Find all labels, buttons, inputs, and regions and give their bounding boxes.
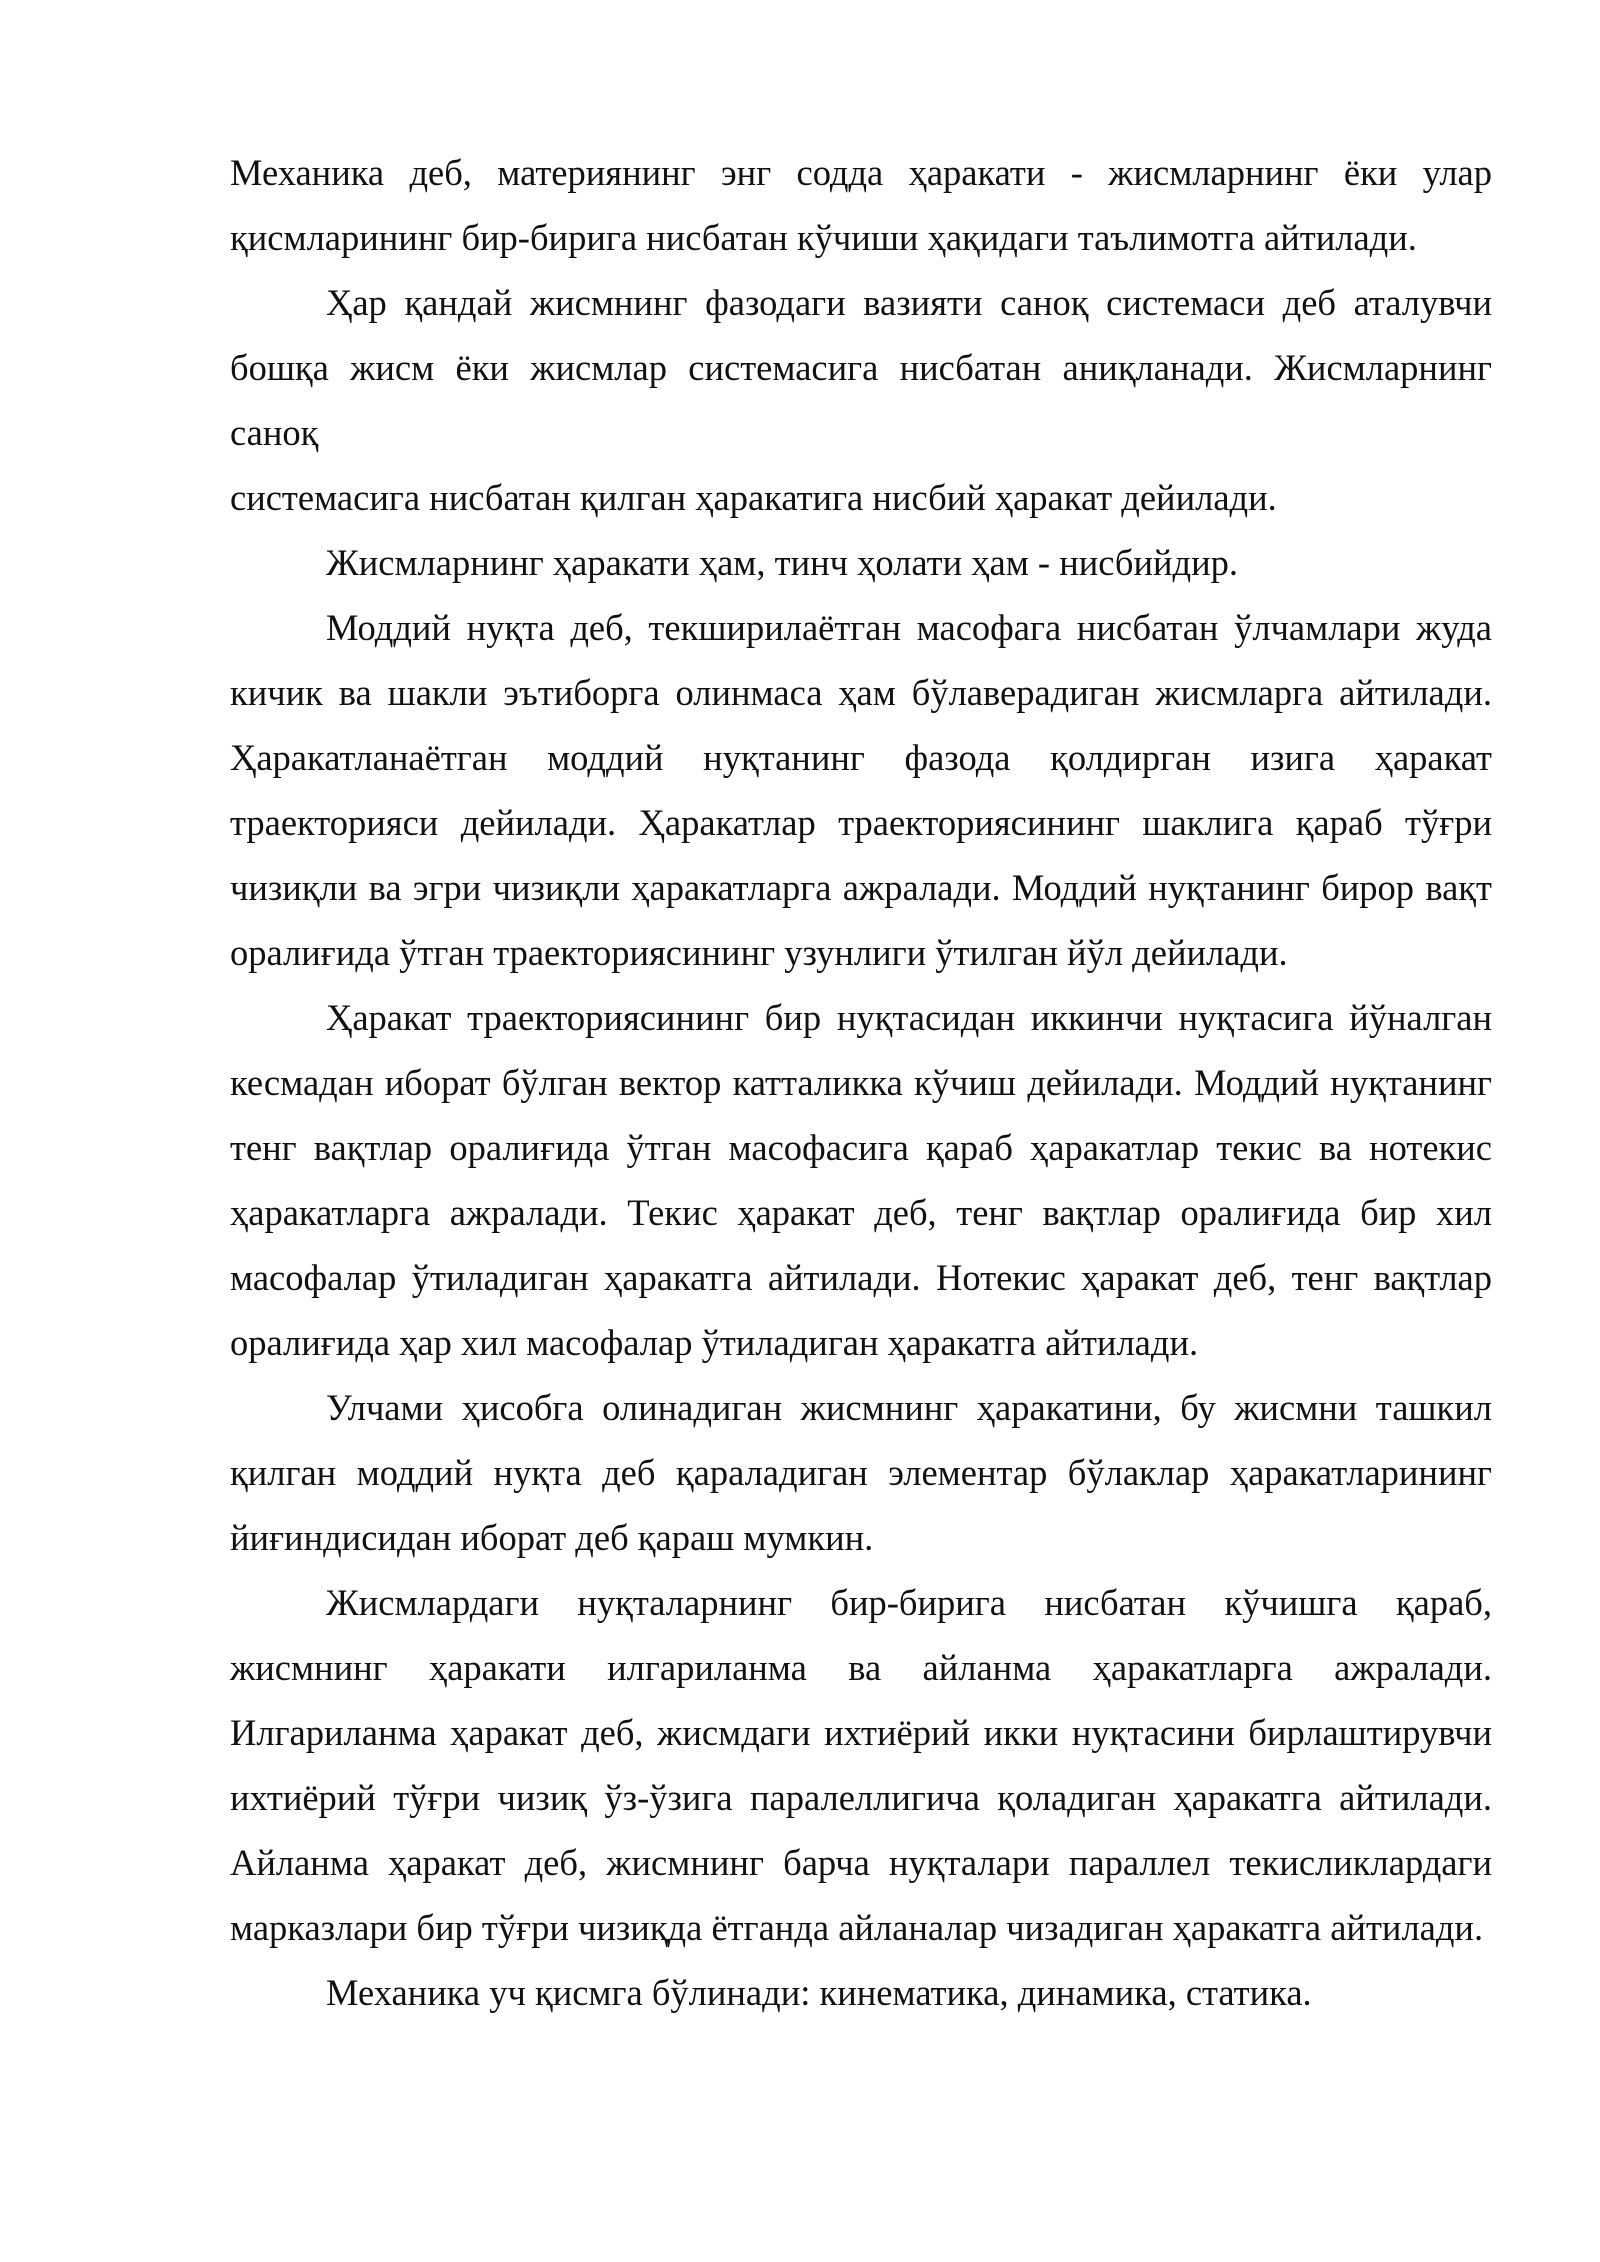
- paragraph-relativity: Жисмларнинг ҳаракати ҳам, тинч ҳолати ҳам - нисбийдир.: [326, 542, 1239, 583]
- document-page: [230, 140, 1492, 2025]
- paragraph-mechanics-definition: Механика деб, материянинг энг содда ҳаракати - жисмларнинг ёки улар қисмларининг бир-бирига нисбатан кўчиши ҳақидаги таълимотга айтилади.: [230, 152, 1492, 258]
- paragraph-material-point: Моддий нуқта деб, текширилаётган масофага нисбатан ўлчамлари жуда кичик ва шакли эътиборга олинмаса ҳам бўлаверадиган жисмларга айтилади. Ҳаракатланаётган моддий нуқтанинг фазода қолдирган изига ҳаракат траекторияси дейилади. Ҳаракатлар траекториясининг шаклига қараб тўғри чизиқли ва эгри чизиқли ҳаракатларга ажралади. Моддий нуқтанинг бирор вақт оралиғида ўтган траекториясининг узунлиги ўтилган йўл дейилади.: [230, 607, 1492, 973]
- paragraph-relative-motion: системасига нисбатан қилган ҳаракатига нисбий ҳаракат дейилади.: [230, 477, 1277, 518]
- paragraph-translational-rotational: Жисмлардаги нуқталарнинг бир-бирига нисбатан кўчишга қараб, жисмнинг ҳаракати илгариланма ва айланма ҳаракатларга ажралади. Илгариланма ҳаракат деб, жисмдаги ихтиёрий икки нуқтасини бирлаштирувчи ихтиёрий тўғри чизиқ ўз-ўзига паралеллигича қоладиган ҳаракатга айтилади. Айланма ҳаракат деб, жисмнинг барча нуқталари параллел текисликлардаги марказлари бир тўғри чизиқда ётганда айланалар чизадиган ҳаракатга айтилади.: [230, 1582, 1492, 1948]
- paragraph-mechanics-parts: Механика уч қисмга бўлинади: кинематика, динамика, статика.: [326, 1972, 1312, 2013]
- paragraph-body-motion: Улчами ҳисобга олинадиган жисмнинг ҳаракатини, бу жисмни ташкил қилган моддий нуқта деб қараладиган элементар бўлаклар ҳаракатларининг йиғиндисидан иборат деб қараш мумкин.: [230, 1387, 1492, 1558]
- paragraph-reference-system: Ҳар қандай жисмнинг фазодаги вазияти саноқ системаси деб аталувчи бошқа жисм ёки жисмлар системасига нисбатан аниқланади. Жисмларнинг саноқ: [230, 282, 1492, 453]
- paragraph-displacement: Ҳаракат траекториясининг бир нуқтасидан иккинчи нуқтасига йўналган кесмадан иборат бўлган вектор катталикка кўчиш дейилади. Моддий нуқтанинг тенг вақтлар оралиғида ўтган масофасига қараб ҳаракатлар текис ва нотекис ҳаракатларга ажралади. Текис ҳаракат деб, тенг вақтлар оралиғида бир хил масофалар ўтиладиган ҳаракатга айтилади. Нотекис ҳаракат деб, тенг вақтлар оралиғида ҳар хил масофалар ўтиладиган ҳаракатга айтилади.: [230, 997, 1492, 1363]
